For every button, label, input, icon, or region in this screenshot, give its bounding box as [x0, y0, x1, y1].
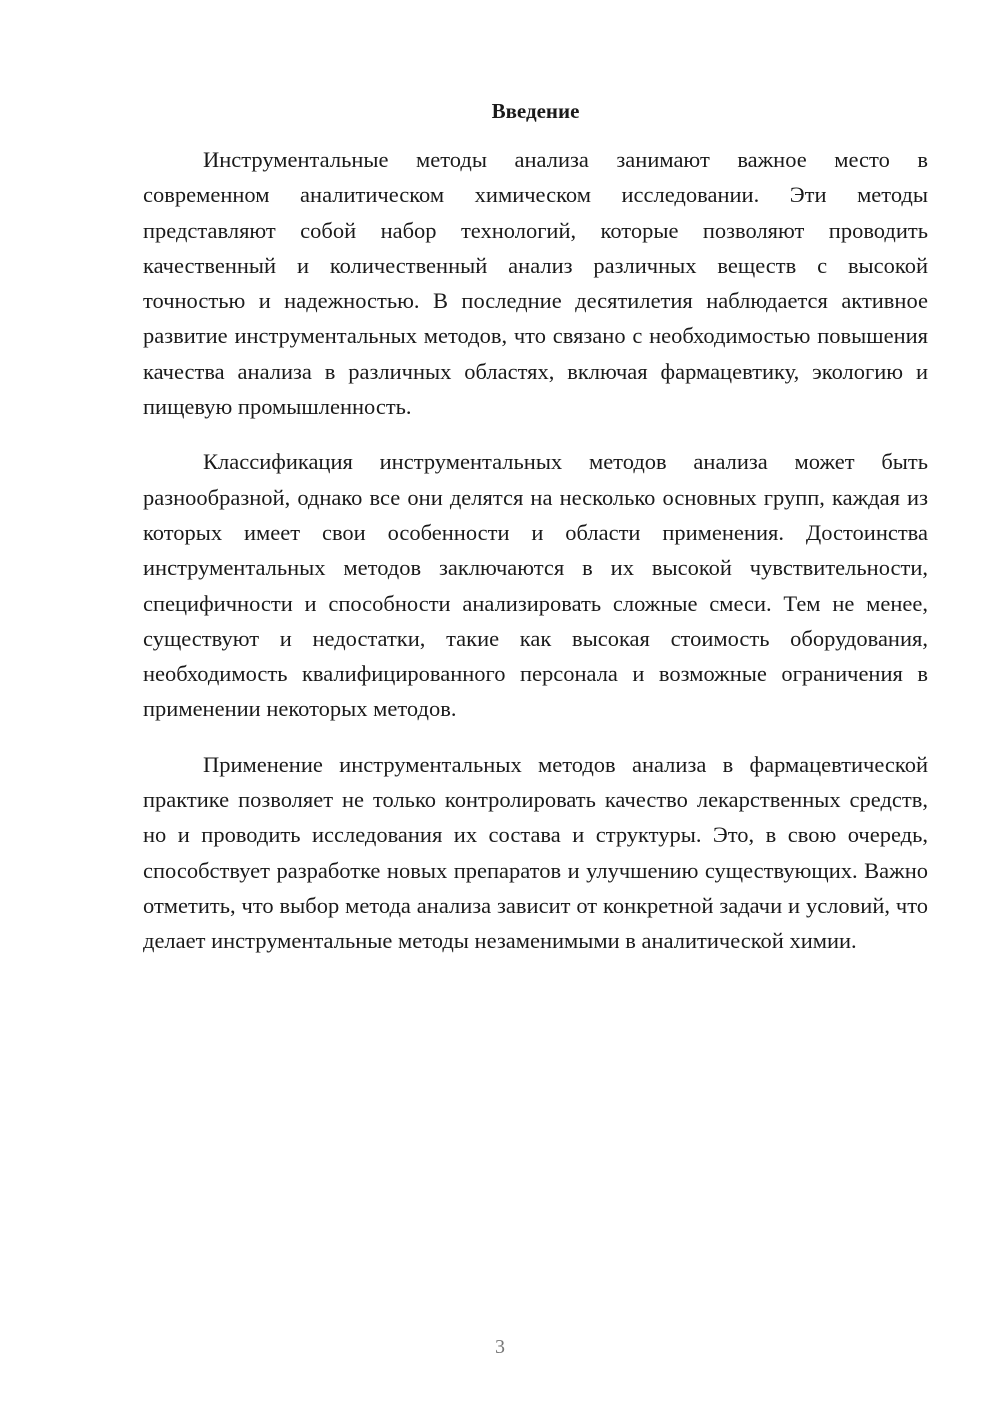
- section-title: Введение: [491, 99, 580, 123]
- paragraph-intro: Инструментальные методы анализа занимают важное место в современном аналитическом химическом исследовании. Эти методы представляют собой набор технологий, которые позволяют проводить качественный и количественный анализ различных веществ с высокой точностью и надежностью. В последние десятилетия наблюдается активное развитие инструментальных методов, что связано с необходимостью повышения качества анализа в различных областях, включая фармацевтику, экологию и пищевую промышленность.: [143, 147, 928, 420]
- page-number: 3: [495, 1336, 505, 1358]
- paragraph-classification: Классификация инструментальных методов анализа может быть разнообразной, однако все они делятся на несколько основных групп, каждая из которых имеет свои особенности и области применения. Достоинства инструментальных методов заключаются в их высокой чувствительности, специфичности и способности анализировать сложные смеси. Тем не менее, существуют и недостатки, такие как высокая стоимость оборудования, необходимость квалифицированного персонала и возможные ограничения в применении некоторых методов.: [143, 449, 928, 722]
- paragraph-application: Применение инструментальных методов анализа в фармацевтической практике позволяет не только контролировать качество лекарственных средств, но и проводить исследования их состава и структуры. Это, в свою очередь, способствует разработке новых препаратов и улучшению существующих. Важно отметить, что выбор метода анализа зависит от конкретной задачи и условий, что делает инструментальные методы незаменимыми в аналитической химии.: [143, 751, 928, 954]
- body-text: [143, 142, 928, 959]
